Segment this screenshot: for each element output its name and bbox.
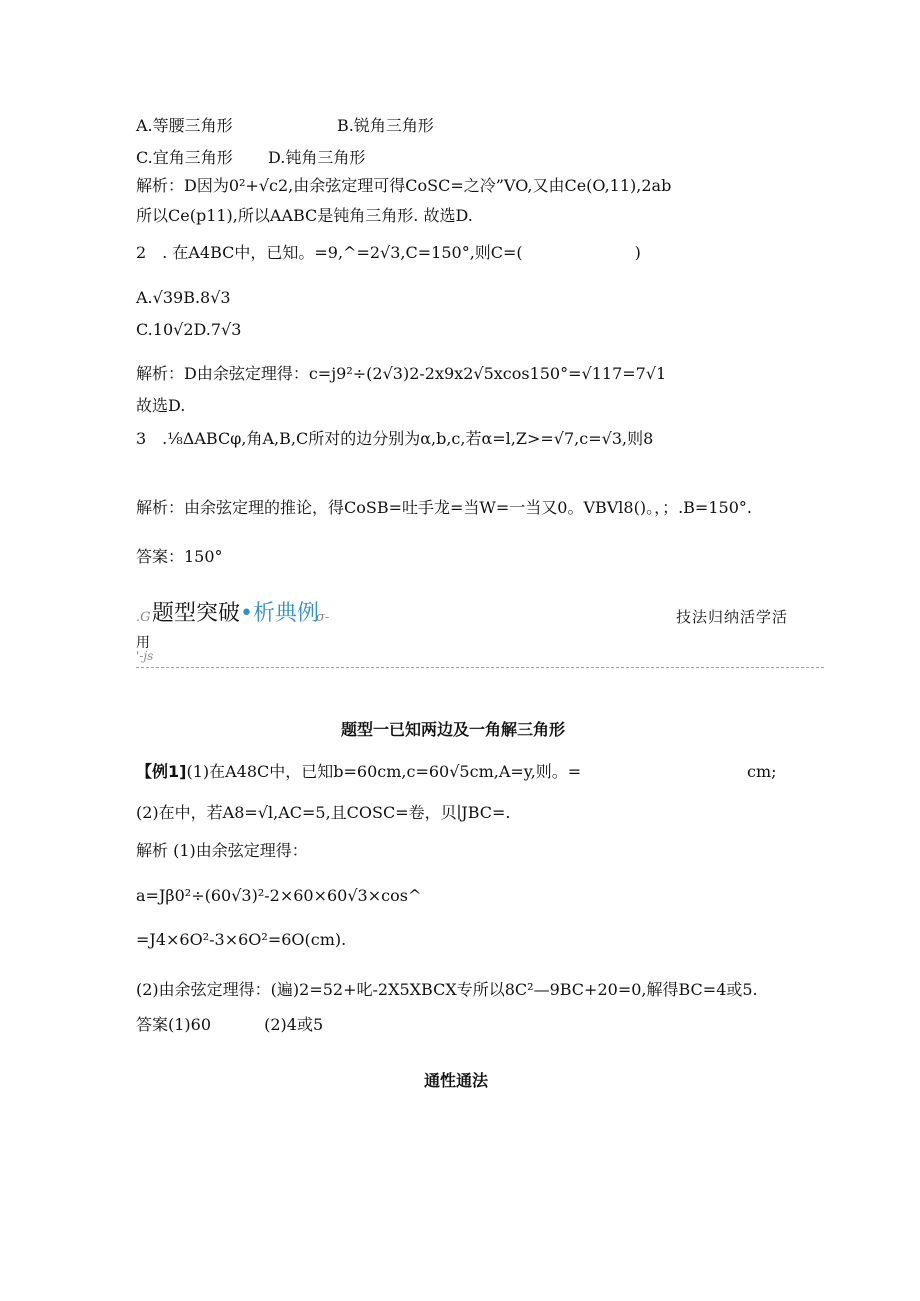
- type1-heading: 题型一已知两边及一角解三角形: [341, 720, 566, 739]
- type1-solution-part2: (2)由余弦定理得：(遍)2=52+叱-2X5XBCX专所以8C²—9BC+20=0,解得BC=4或5.: [136, 980, 758, 999]
- q1-option-d: D.钝角三角形: [268, 148, 366, 167]
- q1-solution-line2: 所以Ce(p11),所以AABC是钝角三角形. 故选D.: [136, 206, 473, 225]
- q2-options-ab: A.√39B.8√3: [136, 288, 231, 307]
- type1-answer: 答案(1)60 (2)4或5: [136, 1015, 324, 1034]
- q2-stem: 2 . 在A4BC中，已知。=9,^=2√3,C=150°,则C=( ): [136, 243, 641, 262]
- q1-option-b: B.锐角三角形: [337, 116, 434, 135]
- type1-equation1: a=Jβ0²÷(60√3)²-2×60×60√3×cos^: [136, 886, 422, 905]
- type1-equation2: =J4×6O²-3×6O²=6O(cm).: [136, 930, 347, 949]
- banner-title-accent: 析典例: [253, 601, 320, 626]
- type1-solution-intro: 解析 (1)由余弦定理得：: [136, 841, 308, 860]
- banner-right-text-cont: 用: [136, 635, 150, 651]
- banner-right-text: 技法归纳活学活: [676, 608, 789, 626]
- q1-solution-line1: 解析：D因为0²+√c2,由余弦定理可得CoSC=之冷”VO,又由Ce(O,11),2ab: [136, 176, 672, 195]
- q2-solution-line1: 解析：D由余弦定理得：c=j9²÷(2√3)2-2x9x2√5xcos150°=√117=7√1: [136, 364, 667, 383]
- section-divider: [136, 667, 824, 668]
- example1-line1: [136, 762, 581, 782]
- example1-part1: (1)在A48C中，已知b=60cm,c=60√5cm,A=y,则。=: [186, 762, 582, 781]
- banner-deco-right: σ-: [316, 610, 330, 625]
- q3-solution: 解析：由余弦定理的推论，得CoSB=吐手龙=当W=一当又0。VBVl8()。，；.B=150°.: [136, 498, 752, 517]
- q1-option-a: A.等腰三角形: [136, 116, 233, 135]
- q2-options-cd: C.10√2D.7√3: [136, 320, 242, 339]
- q2-solution-line2: 故选D.: [136, 396, 186, 415]
- banner-deco-small: '-js: [136, 649, 154, 663]
- example1-part2: (2)在中，若A8=√l,AC=5,且COSC=卷，贝∣JBC=.: [136, 803, 511, 822]
- q3-answer: 答案：150°: [136, 547, 223, 566]
- banner-title-dot: •: [240, 601, 253, 626]
- q3-stem: 3 .⅛ΔABCφ,角A,B,C所对的边分别为α,b,c,若α=l,Z>=√7,c=√3,则8: [136, 429, 654, 448]
- banner-title: [152, 600, 319, 628]
- banner-deco-left: .G: [136, 610, 151, 625]
- example1-tag: 【例1]: [136, 762, 187, 781]
- banner-title-main: 题型突破: [152, 601, 241, 626]
- general-method-heading: 通性通法: [424, 1071, 489, 1090]
- example1-unit: cm;: [747, 762, 777, 781]
- q1-option-c: C.宜角三角形: [136, 148, 233, 167]
